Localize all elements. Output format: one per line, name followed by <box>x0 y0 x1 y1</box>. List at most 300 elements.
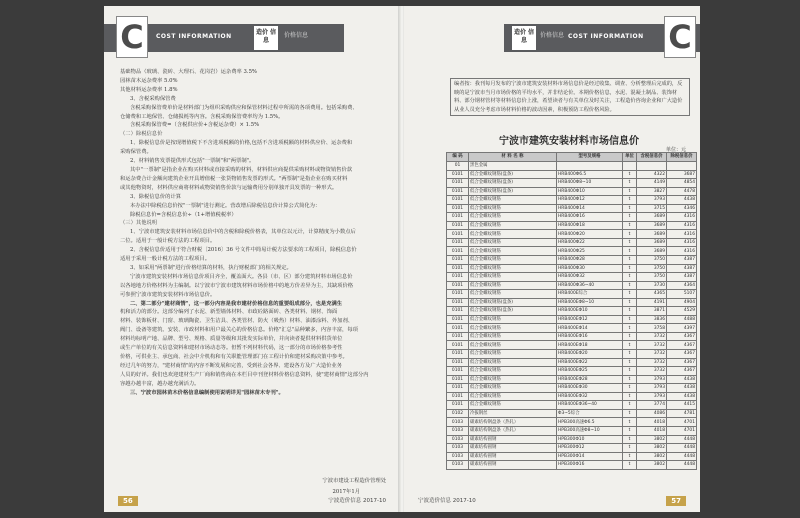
page-footer: 宁波造价信息 2017-10 <box>328 498 386 504</box>
table-cell: 4316 <box>667 221 697 230</box>
table-row <box>447 247 697 256</box>
table-cell: 3802 <box>637 461 667 470</box>
table-cell: HRB400Φ20 <box>557 230 623 239</box>
table-row <box>447 170 697 179</box>
table-cell: 低合金螺纹钢筋 <box>469 358 557 367</box>
table-cell: 3689 <box>637 213 667 222</box>
table-cell: t <box>623 247 637 256</box>
text-line: 其他材料运杂费率 1.8% <box>120 86 178 93</box>
table-cell: t <box>623 418 637 427</box>
table-cell: 0101 <box>447 298 469 307</box>
table-cell: 0101 <box>447 332 469 341</box>
table-cell: 低合金螺纹钢筋 <box>469 238 557 247</box>
table-cell: 4478 <box>667 187 697 196</box>
table-cell: 4781 <box>667 409 697 418</box>
table-row <box>447 196 697 205</box>
table-cell: 3750 <box>637 273 667 282</box>
left-page <box>104 6 400 512</box>
table-cell: 0101 <box>447 247 469 256</box>
table-cell: HRB400Φ36~40 <box>557 281 623 290</box>
table-cell: Φ3~5综合 <box>557 409 623 418</box>
table-cell: t <box>623 264 637 273</box>
table-cell: t <box>623 230 637 239</box>
text-line: 3、除税信息价的计算 <box>130 193 182 200</box>
column-header: 除税信息价 <box>667 153 697 162</box>
table-cell: 低合金螺纹钢筋(盘条) <box>469 298 557 307</box>
table-cell: t <box>623 384 637 393</box>
table-cell: 3732 <box>637 341 667 350</box>
text-line: 宁波市建筑安装材料市场信息价项目齐全，覆盖面大。各县（市、区）部分建筑材料市场信息价 <box>130 273 353 280</box>
table-cell: 0103 <box>447 452 469 461</box>
header-english: COST INFORMATION <box>568 33 644 40</box>
table-cell: t <box>623 290 637 299</box>
table-cell: 0101 <box>447 221 469 230</box>
header-tag: 价格信息 <box>284 32 309 39</box>
table-cell: 4316 <box>667 238 697 247</box>
page-footer: 宁波造价信息 2017-10 <box>418 498 476 504</box>
table-cell: t <box>623 452 637 461</box>
table-cell: 低合金螺纹钢筋 <box>469 384 557 393</box>
text-line: 2、材料销售发票提供形式包括"一票制"和"两票制"。 <box>130 158 255 165</box>
table-cell: t <box>623 341 637 350</box>
table-cell: 4191 <box>637 298 667 307</box>
table-cell: 碳素结构圆钢 <box>469 435 557 444</box>
table-cell: 4701 <box>667 426 697 435</box>
table-cell: t <box>623 375 637 384</box>
page-number: 56 <box>118 496 138 506</box>
table-cell: 低合金螺纹钢筋(盘条) <box>469 187 557 196</box>
table-cell: 4448 <box>667 461 697 470</box>
table-row <box>447 375 697 384</box>
text-line: 采购保管费。 <box>120 149 152 156</box>
table-cell: 4364 <box>667 281 697 290</box>
table-cell: 3732 <box>637 367 667 376</box>
table-cell: 冷拔钢丝 <box>469 409 557 418</box>
table-cell: HPB300Φ10 <box>557 435 623 444</box>
table-cell: 0101 <box>447 187 469 196</box>
table-cell: t <box>623 196 637 205</box>
text-line: 3、如采用"两票制"进行价格结算的材料，执行财税部门的相关规定。 <box>130 264 292 271</box>
table-row <box>447 273 697 282</box>
table-cell: t <box>623 435 637 444</box>
table-cell: HRB400Φ16 <box>557 213 623 222</box>
table-cell: 低合金螺纹钢筋 <box>469 196 557 205</box>
column-header: 材 料 名 称 <box>469 153 557 162</box>
unit-label: 单位：元 <box>665 147 686 153</box>
table-cell: 3774 <box>637 401 667 410</box>
table-cell: HRB400Φ10 <box>557 187 623 196</box>
table-cell: HRB400EΦ30 <box>557 384 623 393</box>
text-line: 1、宁波市建筑安装材料市场信息价中的含税和除税价格表，其单位以元计，计算精度为小数点后 <box>130 229 356 236</box>
text-line: 三、宁波市园林苗木价格信息编制使用说明详见"园林苗木专刊"。 <box>130 389 284 396</box>
table-cell: 3689 <box>637 238 667 247</box>
table-cell: 3793 <box>637 392 667 401</box>
table-cell: HRB400EΦ36~40 <box>557 401 623 410</box>
signature: 宁波市建设工程造价管理处 <box>322 478 386 484</box>
table-cell: 0103 <box>447 418 469 427</box>
table-cell: 碳素结构钢盘条（热轧） <box>469 426 557 435</box>
table-cell: HRB400Φ14 <box>557 204 623 213</box>
text-line: 其中"一票制"是指企业在购买材料或直接采购的材料，材料供应商提供采购材料或物资销售价款 <box>130 166 353 173</box>
table-cell: 3802 <box>637 452 667 461</box>
table-cell: 碳素结构圆钢 <box>469 452 557 461</box>
text-line: 1、除税信息价是按现增值税下不含进项税额的价格,包括不含进项税额的材料供应价、运杂费和 <box>130 140 353 147</box>
page-number: 57 <box>666 496 686 506</box>
table-cell: 0101 <box>447 256 469 265</box>
table-cell: 4701 <box>667 418 697 427</box>
table-row <box>447 179 697 188</box>
text-line: 或生产单位的有关信息资料和建材市场动态等。但暂不列材料代码，这一部分的市场价格参考性 <box>120 345 343 352</box>
table-cell: t <box>623 350 637 359</box>
signature-date: 2017年1月 <box>332 489 360 495</box>
table-cell: 4488 <box>667 315 697 324</box>
table-cell: 低合金螺纹钢筋 <box>469 375 557 384</box>
table-cell: 低合金螺纹钢筋 <box>469 392 557 401</box>
text-line: 园林苗木运杂费率 5.0% <box>120 77 178 84</box>
table-row <box>447 213 697 222</box>
table-cell: 低合金螺纹钢筋(盘条) <box>469 307 557 316</box>
table-row <box>447 358 697 367</box>
table-cell: 4448 <box>667 452 697 461</box>
table-cell: HPB300高速Φ6.5 <box>557 418 623 427</box>
table-cell: 0101 <box>447 375 469 384</box>
table-row <box>447 452 697 461</box>
price-table <box>446 152 697 470</box>
table-cell: 低合金螺纹钢筋 <box>469 256 557 265</box>
table-cell: 4086 <box>637 409 667 418</box>
table-cell: HRB400E综合 <box>557 290 623 299</box>
table-cell: HPB300高速Φ8~10 <box>557 426 623 435</box>
table-row <box>447 444 697 453</box>
table-cell: t <box>623 187 637 196</box>
header-english: COST INFORMATION <box>156 33 232 40</box>
magazine-logo: 造价 信息 <box>512 26 536 50</box>
table-row <box>447 332 697 341</box>
table-cell: 3827 <box>637 187 667 196</box>
table-cell: HRB400Φ22 <box>557 238 623 247</box>
table-cell: HRB400EΦ12 <box>557 315 623 324</box>
table-cell: 0101 <box>447 204 469 213</box>
table-cell: 3732 <box>637 332 667 341</box>
text-line: 本办法中除税信息价按"一票制"进行测定。营改增后除税信息价计算公式简化为： <box>130 202 321 209</box>
table-cell: 4367 <box>667 332 697 341</box>
table-cell: 4322 <box>637 170 667 179</box>
table-row <box>447 392 697 401</box>
table-cell: 0101 <box>447 307 469 316</box>
text-line: 可参照宁波市建筑安装材料市场信息价。 <box>120 291 216 298</box>
text-line: 或其他物资时，材料供应商将材料或物资销售价款与运输费用分别单独开具发票的一种形式。 <box>120 184 338 191</box>
table-cell: 4438 <box>667 392 697 401</box>
table-cell: 4365 <box>637 290 667 299</box>
table-cell: t <box>623 392 637 401</box>
table-row <box>447 307 697 316</box>
table-cell: t <box>623 170 637 179</box>
table-cell: 0101 <box>447 324 469 333</box>
column-header: 编 码 <box>447 153 469 162</box>
table-cell: 4316 <box>667 230 697 239</box>
table-cell <box>557 162 623 171</box>
table-cell: 3750 <box>637 264 667 273</box>
table-cell: 低合金螺纹钢筋 <box>469 315 557 324</box>
table-cell: t <box>623 273 637 282</box>
text-line: 3、含税采购保管费 <box>130 95 176 102</box>
table-row <box>447 230 697 239</box>
text-line: 材料均标明产地、品牌、型号、规格、质量等级和其批发实际单价，并向读者提供材料供货单位 <box>120 336 343 343</box>
text-line: （三）其他说明 <box>120 220 158 227</box>
table-cell: 碳素结构钢盘条（热轧） <box>469 418 557 427</box>
table-cell: 低合金螺纹钢筋 <box>469 247 557 256</box>
table-cell: HRB400Φ6.5 <box>557 170 623 179</box>
table-row <box>447 384 697 393</box>
table-cell: 低合金螺纹钢筋 <box>469 221 557 230</box>
table-cell: 4018 <box>637 418 667 427</box>
table-cell: 4018 <box>637 426 667 435</box>
text-line: 含税采购保管费单价是材料部门为组织采购供应和保管材料过程中所需的各项费用。包括采购费、 <box>130 104 358 111</box>
table-cell: 3730 <box>637 281 667 290</box>
table-cell: 3802 <box>637 444 667 453</box>
table-cell: 0101 <box>447 392 469 401</box>
table-cell: t <box>623 324 637 333</box>
table-cell: 低合金螺纹钢筋 <box>469 213 557 222</box>
table-cell: 0101 <box>447 238 469 247</box>
table-row <box>447 221 697 230</box>
text-line: 适用于采用一般计税方法的工程项目。 <box>120 256 211 263</box>
table-cell: 3793 <box>637 384 667 393</box>
table-cell: 0103 <box>447 435 469 444</box>
text-line: 经过几年的努力，"建材商情"的内容不断发展和完善，受到社会各界、建设各方及广大造价业务 <box>120 362 343 369</box>
table-cell: 低合金螺纹钢筋 <box>469 281 557 290</box>
table-cell: 0101 <box>447 401 469 410</box>
table-cell: t <box>623 213 637 222</box>
table-cell: 3732 <box>637 358 667 367</box>
table-cell: t <box>623 367 637 376</box>
table-cell: 3750 <box>637 256 667 265</box>
table-cell: HRB400Φ18 <box>557 221 623 230</box>
table-cell: 4415 <box>667 401 697 410</box>
table-cell: HPB300Φ12 <box>557 444 623 453</box>
table-row <box>447 341 697 350</box>
table-cell: HRB400EΦ20 <box>557 350 623 359</box>
table-row <box>447 461 697 470</box>
table-cell: 低合金螺纹钢筋 <box>469 341 557 350</box>
table-cell: HRB400Φ25 <box>557 247 623 256</box>
table-row <box>447 426 697 435</box>
table-cell: 0101 <box>447 315 469 324</box>
explanation-text <box>120 68 390 398</box>
table-cell: 0101 <box>447 264 469 273</box>
table-cell: 0101 <box>447 384 469 393</box>
table-cell: 01 <box>447 162 469 171</box>
table-cell: 低合金螺纹钢筋 <box>469 264 557 273</box>
table-cell: 0101 <box>447 170 469 179</box>
price-table-title: 宁波市建筑安装材料市场信息价 <box>499 136 639 147</box>
text-line: 除税信息价=含税信息价÷（1+增值税税率） <box>130 211 237 218</box>
table-cell: 3689 <box>637 221 667 230</box>
table-cell: HRB400Φ12 <box>557 196 623 205</box>
table-cell: t <box>623 307 637 316</box>
magazine-logo: 造价 信息 <box>254 26 278 50</box>
table-cell: 3802 <box>637 435 667 444</box>
table-cell: 4529 <box>667 307 697 316</box>
table-cell: 4149 <box>637 179 667 188</box>
table-cell: 0101 <box>447 273 469 282</box>
table-cell: HRB400Φ8~10 <box>557 179 623 188</box>
table-row <box>447 315 697 324</box>
table-cell: 3758 <box>637 324 667 333</box>
table-cell: 4438 <box>667 375 697 384</box>
table-cell: 0102 <box>447 409 469 418</box>
header-tag: 价格信息 <box>540 32 565 39</box>
table-cell: HRB400EΦ22 <box>557 358 623 367</box>
table-row <box>447 281 697 290</box>
table-cell: 4448 <box>667 444 697 453</box>
text-line: 仓储费和工地保管、仓储损耗等内容。含税采购保管费率均为 1.5%。 <box>120 113 284 120</box>
table-cell: 4316 <box>667 247 697 256</box>
table-cell: 0101 <box>447 367 469 376</box>
table-cell: 4346 <box>667 204 697 213</box>
table-cell: HRB400EΦ18 <box>557 341 623 350</box>
table-cell: 低合金螺纹钢筋 <box>469 367 557 376</box>
table-cell: 3793 <box>637 375 667 384</box>
text-line: 机和活力的部分。这部分编列了水泥、新型墙体材料、市政砼路面砖、各类材料、钢材、饰面 <box>120 309 338 316</box>
table-cell: t <box>623 238 637 247</box>
table-cell: 0101 <box>447 350 469 359</box>
table-row <box>447 418 697 427</box>
column-header: 型号及规格 <box>557 153 623 162</box>
table-cell: 4438 <box>667 196 697 205</box>
table-cell: 4387 <box>667 264 697 273</box>
table-row <box>447 187 697 196</box>
table-cell: 0103 <box>447 461 469 470</box>
table-cell: HPB300Φ14 <box>557 452 623 461</box>
text-line: 人员的好评。我们也欢迎建材生产厂商和销售商在本栏目中刊登材料价格信息资料，使"建材商情"这部分内 <box>120 371 369 378</box>
table-cell: 0101 <box>447 358 469 367</box>
table-cell: HRB400Φ30 <box>557 264 623 273</box>
table-cell: t <box>623 281 637 290</box>
table-cell: 3687 <box>667 170 697 179</box>
table-cell: 4438 <box>667 384 697 393</box>
table-cell: 4387 <box>667 256 697 265</box>
table-row <box>447 238 697 247</box>
text-line: 基础物品（玻璃、瓷砖、大理石、花岗岩）运杂费率 3.5% <box>120 69 257 75</box>
table-cell: HRB400EΦ28 <box>557 375 623 384</box>
table-cell: t <box>623 461 637 470</box>
table-cell: 3836 <box>637 315 667 324</box>
table-row <box>447 204 697 213</box>
table-cell <box>623 162 637 171</box>
text-line: 2、含税信息价适用于符合财税〔2016〕36 号文件中简易计税方法要求的工程项目，除税信息价 <box>130 247 357 254</box>
table-row <box>447 435 697 444</box>
table-cell: 4367 <box>667 350 697 359</box>
table-cell: t <box>623 179 637 188</box>
text-line: 容越办越丰富，越办越充满活力。 <box>120 380 200 387</box>
column-header: 单位 <box>623 153 637 162</box>
table-cell: 碳素结构圆钢 <box>469 444 557 453</box>
table-cell: 3871 <box>637 307 667 316</box>
table-cell: t <box>623 401 637 410</box>
table-cell: t <box>623 298 637 307</box>
table-cell: 黑色金属 <box>469 162 557 171</box>
table-cell: 0101 <box>447 179 469 188</box>
table-cell: 低合金螺纹钢筋(盘条) <box>469 170 557 179</box>
table-cell <box>667 162 697 171</box>
text-line: 材料、装饰板材、门窗、玻璃陶瓷、卫生洁具、各类管材、防火（吸热）材料、油漆涂料、外加剂、 <box>120 318 354 325</box>
table-cell: HRB400Φ32 <box>557 273 623 282</box>
table-cell: 4448 <box>667 435 697 444</box>
table-row <box>447 350 697 359</box>
column-header: 含税信息价 <box>637 153 667 162</box>
table-cell: 3715 <box>637 204 667 213</box>
table-row <box>447 264 697 273</box>
table-cell: 低合金螺纹钢筋 <box>469 401 557 410</box>
table-cell: HRB400Φ28 <box>557 256 623 265</box>
table-cell: 低合金螺纹钢筋 <box>469 332 557 341</box>
text-line: 和运杂费合计金额向建筑企业开具增值税一张货物销售发票的形式。"两票制"是指企业在购买材料 <box>120 175 348 182</box>
table-row <box>447 290 697 299</box>
table-cell: 低合金螺纹钢筋 <box>469 273 557 282</box>
table-row <box>447 162 697 171</box>
c-logo-icon: C <box>116 16 148 58</box>
text-line: 以各地地方价格材料为主编制。以宁波市宁波市建筑材料市场价格中的地方价差异为主，其缺项价格 <box>120 282 354 289</box>
table-cell: 5107 <box>667 290 697 299</box>
table-cell: 3689 <box>637 230 667 239</box>
table-cell: HRB400EΦ14 <box>557 324 623 333</box>
table-cell: HRB400EΦ10 <box>557 307 623 316</box>
table-row <box>447 367 697 376</box>
text-line: 含税采购保管费=（含税供应价+含税运杂费）× 1.5% <box>130 122 260 129</box>
table-cell: 4367 <box>667 358 697 367</box>
text-line: 价格，可供业主、承包商、社会中介机构和有关职能管理部门在工程计价和建材采购决策中参考。 <box>120 354 348 360</box>
table-cell: 0103 <box>447 426 469 435</box>
table-cell: 低合金螺纹钢筋 <box>469 350 557 359</box>
table-cell: 低合金螺纹钢筋 <box>469 324 557 333</box>
c-logo-icon: C <box>664 16 696 58</box>
table-cell: HRB400EΦ32 <box>557 392 623 401</box>
table-cell: t <box>623 444 637 453</box>
table-cell: t <box>623 426 637 435</box>
table-cell: 4367 <box>667 367 697 376</box>
table-cell: 0101 <box>447 196 469 205</box>
table-cell: 0101 <box>447 213 469 222</box>
table-cell: 3793 <box>637 196 667 205</box>
table-cell: 低合金螺纹钢筋 <box>469 230 557 239</box>
right-page <box>404 6 700 512</box>
table-cell: t <box>623 204 637 213</box>
table-row <box>447 401 697 410</box>
table-cell: 0101 <box>447 341 469 350</box>
table-cell: HRB400EΦ16 <box>557 332 623 341</box>
table-cell: 4854 <box>667 179 697 188</box>
table-cell: HPB300Φ16 <box>557 461 623 470</box>
text-line: 二位。适用于一般计税方法的工程项目。 <box>120 238 216 245</box>
editor-note: 编者按：我刊每月发布的宁波市建筑安装材料市场信息价是经过收集、调查、分析整理后完成的，反映的是宁波市当月市场价格的平均水平，并非结论价。本期价格信息，水泥、混凝土制品、装饰材料、部分钢材管材等材料信息价上涨，希望读者与有关单位及时关注，工程造价咨询企业和广大造价从业人员充分考虑市场材料价格的波动因素，积极预防工程价格风险。 <box>450 78 690 116</box>
text-line: 阀门、设备等建筑、安装、市政材料和用户最关心的价格信息。价格"汇总"品种繁多，内容丰富，每项 <box>120 327 358 334</box>
table-cell <box>637 162 667 171</box>
table-cell: t <box>623 256 637 265</box>
table-cell: t <box>623 332 637 341</box>
table-cell: 低合金螺纹钢筋 <box>469 204 557 213</box>
table-cell: 0103 <box>447 444 469 453</box>
table-cell: 3689 <box>637 247 667 256</box>
table-cell: 0101 <box>447 230 469 239</box>
table-cell: t <box>623 358 637 367</box>
table-row <box>447 298 697 307</box>
table-cell: 4316 <box>667 213 697 222</box>
table-row <box>447 256 697 265</box>
table-cell: 低合金螺纹钢筋 <box>469 290 557 299</box>
table-cell: 4904 <box>667 298 697 307</box>
table-cell: 0101 <box>447 290 469 299</box>
